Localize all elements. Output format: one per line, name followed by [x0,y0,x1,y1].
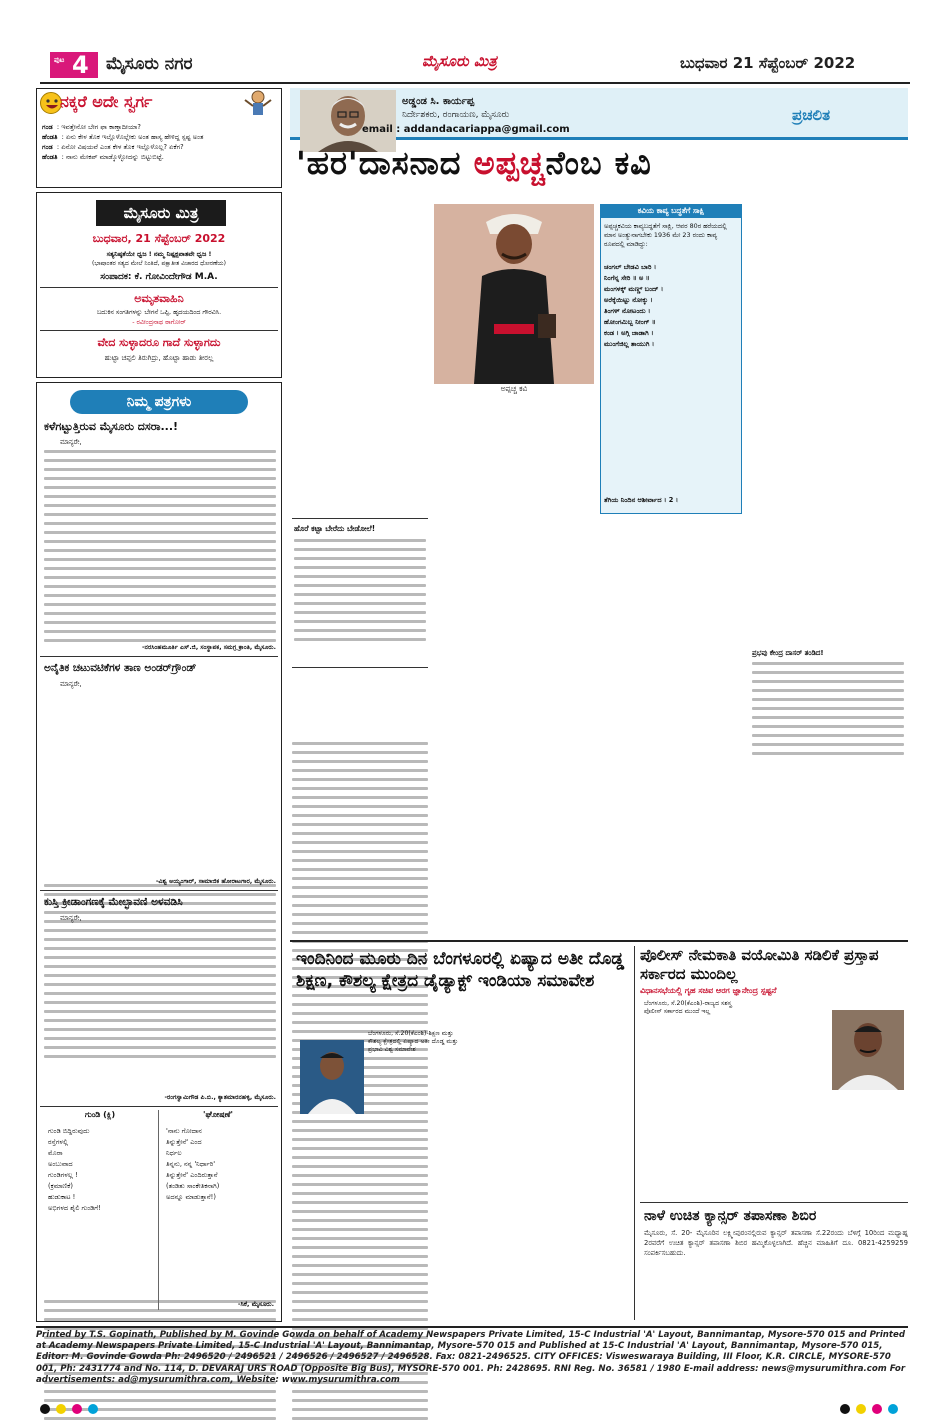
letter-title: ಕುಸ್ತಿ ಕ್ರೀಡಾಂಗಣಕ್ಕೆ ಮೇಲ್ಛಾವಣಿ ಅಳವಡಿಸಿ [44,896,183,908]
paper-motto-note: (ಭಾಷಾಂತರ ಸತ್ಯದ ಮೇಲೆ ನಿಂತಿದೆ, ಪಕ್ಷಾತೀತ ವಿಚಾರದ ಧೋರಣೆಯ) [92,260,226,267]
joke-title: ನಕ್ಕರೆ ಅದೇ ಸ್ವರ್ಗ [60,92,153,111]
header-rule [40,82,910,84]
poem-line: (ಕ್ರಮಾಣಿಕೆ) [48,1182,73,1190]
laughing-face-icon [40,92,62,114]
quote-list-box [748,644,908,774]
poem-line: ತಿನ್ನುತ್ತೇನೆ' ಎಂದಿರುತ್ತಾನೆ [166,1171,218,1179]
column-divider [634,946,635,1320]
section-title: ಮೈಸೂರು ನಗರ [106,54,193,74]
sidebar-intro: ಅಪ್ಪಚ್ಚಕವಿಯ ಕಾವ್ಯಬದ್ಧತೆಗೆ ಸಾಕ್ಷಿ, ಆವರ 80ರ ಹರೆಯದಲ್ಲಿ ಮಾನ ಅಂತ್ಯುನಾಗಬೇಕು 1936 ಮೇ 23 ರಂದು ಕಾವ್ಯ ರೂಪದಲ್ಲಿ ಮಾಡಿದ್ದು: [604,222,727,248]
minister-photo [832,1010,904,1090]
news-body: ಮೈಸೂರು, ಸೆ. 20- ಮೈಸೂರಿನ ಲಕ್ಷ್ಮೀಪುರಂನಲ್ಲಿರುವ ಕ್ಯಾನ್ಸರ್ ತಪಾಸಣಾ ಸೆ.22ರಂದು ಬೆಳಿಗ್ಗೆ 10ರಿಂದ ಮಧ್ಯಾಹ್ನ 2ರವರೆಗೆ ಉಚಿತ ಕ್ಯಾನ್ಸರ್ ತಪಾಸಣಾ ಶಿಬಿರ ಹಮ್ಮಿಕೊಳ್ಳಲಾಗಿದೆ. ಹೆಚ್ಚಿನ ಮಾಹಿತಿಗೆ ದೂ. 0821-4259259 ಸಂಪರ್ಕಿಸಬಹುದು. [644,1229,908,1257]
letter-signature: -ವಿಶ್ವ ಅಯ್ಯಂಗಾರ್, ಸಾಮಾಜಿಕ ಹೋರಾಟಗಾರ, ಮೈಸೂರು. [155,878,276,885]
poem-line: ಗುಂಡಿಗಳಲ್ಲ ! [48,1171,78,1179]
registration-dot [856,1404,866,1414]
joke-line: ಗಂಡ : ಇವತ್ತೇನೋ ಬೇಗ ಫಾ ಕಾಣ್ತಾದೀಯಾ? [42,123,141,131]
pull-quote: ಪ್ರಭವು ಕೇಂದ್ರ ದಾಸರ್ ತಂಡಿದ! [752,649,824,657]
registration-dot [872,1404,882,1414]
sidebar-end: ತೆಗಿಯ ನಿಂದಿನ ಆಶೀರ್ವಾದ । 2 । [604,496,679,504]
divider [640,1202,908,1203]
masthead-paper-name: ಮೈಸೂರು ಮಿತ್ರ [422,52,497,70]
joke-line: ಹೆಂಡತಿ : ಏನು ಕೇಳ ತೊಕ ಇಲ್ಲೊಳೊಲ್ಲೇಕು ಅಂತ ಹಾಸ್ಯ ಹೇಳಿದ್ದ ಸ್ಪಷ್ಟ ಅಂತ [42,133,204,141]
letter-body [44,450,276,642]
registration-dot [72,1404,82,1414]
proverb-heading: ವೇದ ಸುಳ್ಳಾದರೂ ಗಾದೆ ಸುಳ್ಳಾಗದು [97,336,221,349]
verse-line: ಮಂಗಳಕ್ಕ್ ಮಣ್ಣ್ ಬಂದ್ । [604,285,664,293]
proverb-text: ಹುಟ್ಟಾ ಚಪ್ಪಲಿ ತಿರುಗಿದ್ರು, ಹೊಟ್ಟಾ ಹಾಡು ತೀರಲ್ಲ [104,354,214,362]
page-word: ಪುಟ [54,56,65,64]
divider [40,1106,278,1107]
news-headline: ಇಂದಿನಿಂದ ಮೂರು ದಿನ ಬೆಂಗಳೂರಲ್ಲಿ ಏಷ್ಯಾದ ಅತೀ ದೊಡ್ಡ ಶಿಕ್ಷಣ, ಕೌಶಲ್ಯ ಕ್ಷೇತ್ರದ ಡೈಡ್ಯಾಕ್ಟ್ ಇಂಡಿಯಾ ಸಮಾವೇಶ [296,949,625,991]
news-dateline: ಬೆಂಗಳೂರು, ಸೆ.20(ಕೆಎಂಶಿ)-ಶಿಕ್ಷಣ ಮತ್ತು ಕೌಶಲ್ಯ ಕ್ಷೇತ್ರದಲ್ಲಿ ಏಷ್ಯಾದ ಅತೀ ದೊಡ್ಡ ಮತ್ತು ಪ್ರಭಾವಿ ವಿಶ್ವ ಸಮಾವೇಶ [368,1030,459,1053]
sidebar-panel-heading: ಕವಿಯ ಕಾವ್ಯ ಬದ್ಧತೆಗೆ ಸಾಕ್ಷಿ [600,204,742,218]
author-photo [300,90,396,152]
imprint-line: Printed by T.S. Gopinath, Published by M. Govinde Gowda on behalf of Academy Newspapers Private Limited, 15-C Industrial 'A' Layout, Bannimantap, Mysore-570 015 and Printed at Academy Newspapers Private Limited, 15-C Industrial 'A' Layout, Bannimantap, Mysore-570 015 and Published at 15-C Industrial 'A' Layout, Bannimantap, Mysore-570 015, Editor: M. Govinde Gowda Ph: 2496520 / 2496521 / 2496526 / 2496527 / 2496528. Fax: 0821-2496525. CITY OFFICES: Visweswaraya Building, III Floor, K.R. CIRCLE, MYSORE-570 001, Ph: 2431774 and No. 114, D. DEVARAJ URS ROAD (Opposite Big Bus), MYSORE-570 001. Ph: 2428695. RNI Reg. No. 36581 / 1980 E-mail address: news@mysurumithra.com For advertisements: ad@mysurumithra.com, Website: www.mysurumithra.com [36,1330,906,1385]
feature-headline: 'ಹರ'ದಾಸನಾದ ಅಪ್ಪಚ್ಚನೆಂಬ ಕವಿ [296,144,652,182]
news-subheading: ವಿಧಾನಸಭೆಯಲ್ಲಿ ಗೃಹ ಸಚಿವ ಆರಗ ಜ್ಞಾನೇಂದ್ರ ಸ್ಪಷ್ಟನೆ [640,986,777,995]
verse-line: ಕಂಡ । ಅಗ್ಗಿ ಜಾಡಾಗಿ । [604,329,654,337]
letters-heading: ನಿಮ್ಮ ಪತ್ರಗಳು [70,390,248,414]
letter-signature: -ರಂಗಸ್ವಾಮಿಗೌಡ ಪಿ.ಬಿ., ಕ್ಯಾತಮಾರನಹಳ್ಳಿ, ಮೈಸೂರು. [164,1094,276,1101]
author-role: ನಿರ್ದೇಶಕರು, ರಂಗಾಯಣ, ಮೈಸೂರು [402,110,510,120]
footer-rule [36,1326,908,1328]
poem-line: ತಿನ್ನುತ್ತೇನೆ' ಎಂದ [166,1138,202,1146]
sidebar-verses [604,262,738,350]
news-dateline: ಬೆಂಗಳೂರು, ಸೆ.20(ಕೆಎಂಶಿ)-ರಾಜ್ಯದ ಸಶಸ್ತ್ರ ಪೊಲೀಸ್ ಸರ್ಕಾರದ ಮುಂದೆ ಇಲ್ಲ [644,1000,732,1015]
poem-title: ಗುಂಡಿ (ಕ್ಲಿ) [84,1110,116,1119]
verse-line: ಚಂಗಲ್ ಬೇಡವಿ ಬಾರಿ । [604,263,657,271]
masthead-date: ಬುಧವಾರ 21 ಸೆಪ್ಟೆಂಬರ್ 2022 [680,54,856,72]
poem-line: ತಿನ್ನನು, ನನ್ನ 'ನಿರ್ಧಾರಿ' [166,1160,216,1168]
registration-dot [88,1404,98,1414]
page-number-badge [50,52,98,78]
verse-line: ಹೋಂಗಮಿಬ್ಬ ನೀಂಗ್ ॥ [604,318,656,326]
poem-line: ಮೊರಾ [48,1149,63,1157]
poem-right [166,1126,274,1203]
divider [40,330,278,331]
poem-line: ರಸ್ತೆಗಳಲ್ಲಿ [48,1138,68,1146]
joke-dialogue [42,122,278,162]
sidebar-panel [600,204,742,514]
pull-quote: ಹೊರೆ ಕಟ್ಟಾ ಬೇರೆದು ಬೇಡೋಲೆ! [294,524,376,533]
category-label: ಪ್ರಚಲಿತ [792,106,831,124]
cartoon-figure-icon [240,90,276,118]
poem-signature: -ಸಿಕೆ, ಮೈಸೂರು. [237,1300,274,1308]
poem-line: ಹುಡುಕಾಟ ! [48,1193,76,1201]
joke-line: ಹೆಂಡತಿ : ನಾನು ಮೇಕಪ್ ಮಾಡ್ಕೊಳ್ಳೋದನ್ನು ಬಿಟ್ಟುಬಿಟ್ಟೆ. [42,153,164,161]
poem-left [48,1126,156,1214]
poem-line: ಅಭಿಗಳದ ಶೈಲಿ ಗುಂಡಿಗೆ! [48,1204,101,1212]
letter-salutation: ಮಾನ್ಯರೇ, [60,914,82,922]
minister-photo [300,1040,364,1114]
verse-line: ಮುಂಗೆಜಿಲ್ಲ ತಾಯುಗಿ । [604,340,655,348]
registration-dot [40,1404,50,1414]
editorial-date: ಬುಧವಾರ, 21 ಸೆಪ್ಟೆಂಬರ್ 2022 [92,232,226,245]
registration-dot [56,1404,66,1414]
quote-heading: ಅಮೃತವಾಹಿನಿ [134,292,184,305]
poem-line: ನಿರ್ಧಲ [166,1149,182,1157]
section-divider [290,940,908,942]
registration-dot [840,1404,850,1414]
registration-dot [888,1404,898,1414]
divider [158,1110,159,1310]
editor-name: ಸಂಪಾದಕ: ಕೆ. ಗೋವಿಂದೇಗೌಡ M.A. [100,272,218,282]
letter-body [44,884,276,1066]
quote-text: ಬದುಕಿನ ಸಂಗತಿಗಳನ್ನು ಬೇಗನೆ ಒಪ್ಪಿ, ಹೃದಯದಿಂದ ಗೌರವಿಸಿ. [96,308,222,316]
letter-signature: -ನರಸಿಂಹಮೂರ್ತಿ ಎಸ್.ಜಿ, ಸಂಸ್ಥಾಪಕ, ಸಮಗ್ರ ಕ್ರಾಂತಿ, ಮೈಸೂರು. [141,644,276,651]
verse-line: ಅರೆಕ್ಕೆಯಿಟ್ಟು ನೋಕ್ಕು । [604,296,653,304]
poem-line: ಅದನ್ನೂ ಮಾಡುತ್ತಾನೆ!) [166,1193,216,1201]
joke-line: ಗಂಡ : ಏನೋ ವಿಷಯವೆ ಎಂತ ಕೇಳ ತೊಕ ಇಲ್ಲೊಳೊಲ್ಲ? ಏಕೆಗ? [42,143,184,151]
poet-photo [434,204,594,384]
poem-line: (ತಂಡಿತು ಸಾಂಕೇತಿಕನಾಗಿ) [166,1182,220,1190]
quote-author: - ರವೀಂದ್ರನಾಥ ಠಾಗೋರ್ [132,318,186,326]
verse-line: ತಿಂಗಳ್ ನೋಟಂದು । [604,307,651,315]
divider [40,656,278,657]
pull-quote-box [292,518,428,668]
news-headline: ನಾಳೆ ಉಚಿತ ಕ್ಯಾನ್ಸರ್ ತಪಾಸಣಾ ಶಿಬಿರ [644,1208,817,1224]
author-name: ಅಡ್ಡಂಡ ಸಿ. ಕಾರ್ಯಪ್ಪ [402,96,475,107]
verse-line: ನಿಂಗೆನ್ನ ಸೇರಿ ॥ ಅ ॥ [604,274,650,282]
poem-title: 'ಘೋಷಣೆ' [203,1110,233,1119]
author-email-link[interactable]: email : addandacariappa@gmail.com [362,124,570,135]
news-headline: ಪೊಲೀಸ್ ನೇಮಕಾತಿ ವಯೋಮಿತಿ ಸಡಿಲಿಕೆ ಪ್ರಸ್ತಾಪ ಸರ್ಕಾರದ ಮುಂದಿಲ್ಲ [640,946,879,983]
paper-motto: ಸತ್ಯನಿಷ್ಠತೆಯೇ ಧ್ವಜ ! ನಮ್ಮ ನಿಷ್ಪಕ್ಷಪಾತವೇ ಧ್ವಜ ! [106,250,212,258]
letter-title: ಅನೈತಿಕ ಚಟುವಟಿಕೆಗಳ ತಾಣ ಅಂಡರ್‌ಗ್ರೌಂಡ್ [44,662,197,674]
paper-logo: ಮೈಸೂರು ಮಿತ್ರ [96,200,226,226]
divider [40,890,278,891]
poem-line: ಗುಂಡಿ ಬಿದ್ದಿರುವುದು [48,1127,90,1135]
photo-caption: ಅಪ್ಪಚ್ಚ ಕವಿ [500,384,528,393]
divider [40,287,278,288]
poem-line: ಅಂಬುವಾದ [48,1160,73,1168]
page-number: 4 [72,51,89,79]
letter-salutation: ಮಾನ್ಯರೇ, [60,438,82,446]
letter-title: ಕಳೆಗಟ್ಟುತ್ತಿರುವ ಮೈಸೂರು ದಸರಾ...! [44,420,179,433]
poem-line: 'ನಾನು ಗೋದಾನ [166,1127,202,1135]
letter-salutation: ಮಾನ್ಯರೇ, [60,680,82,688]
